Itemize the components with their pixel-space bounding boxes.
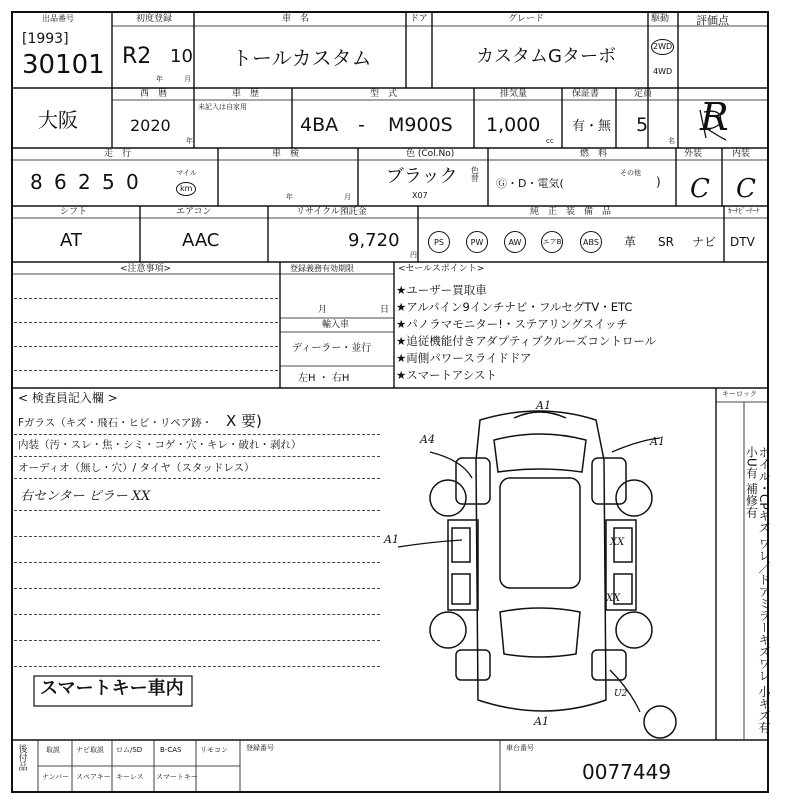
sales-label: <セールスポイント> bbox=[398, 264, 485, 274]
diagram-mark: A1 bbox=[650, 435, 665, 448]
model-label: 型 式 bbox=[370, 89, 398, 99]
year-code: [1993] bbox=[22, 31, 69, 47]
chassis-label: 車台番号 bbox=[506, 744, 534, 752]
sales-point: ★アルパイン9インチナビ・フルセグTV・ETC bbox=[396, 300, 633, 314]
footer-item: ロム/SD bbox=[116, 746, 143, 754]
rating-label: 評価点 bbox=[696, 14, 729, 27]
footer-item: B-CAS bbox=[160, 746, 182, 754]
sales-points bbox=[396, 282, 656, 384]
car-name: トールカスタム bbox=[232, 46, 372, 70]
capacity-unit: 名 bbox=[668, 137, 675, 145]
equip-leather: 革 bbox=[624, 235, 637, 249]
audio-line: オーディオ（無し・穴）/ タイヤ（スタッドレス） bbox=[18, 462, 255, 474]
shift-label: シフト bbox=[60, 207, 88, 217]
inspection-line bbox=[14, 666, 380, 667]
handwritten-note: 右センター ピラー XX bbox=[20, 489, 151, 504]
grade: カスタムGターボ bbox=[476, 46, 616, 67]
inspection-line bbox=[14, 640, 380, 641]
exterior-grade: C bbox=[690, 174, 710, 204]
attention-line bbox=[14, 370, 278, 371]
attention-line bbox=[14, 322, 278, 323]
shift: AT bbox=[60, 230, 82, 251]
first-reg-era: R2 bbox=[122, 44, 152, 69]
side-note: ホイル・CPキズ ワレ／ドアミラーキズワレ 小キズ有 小U有 補修有 bbox=[744, 446, 771, 734]
exhibit-no-label: 出品番号 bbox=[42, 14, 74, 23]
footer-item: スペアキー bbox=[76, 773, 111, 781]
attention-line bbox=[14, 298, 278, 299]
mileage-digits bbox=[30, 170, 142, 194]
inspection-line bbox=[14, 456, 380, 457]
equip-airbag: エアB bbox=[541, 231, 563, 253]
grade-label: グレード bbox=[508, 14, 545, 24]
diagram-mark: A4 bbox=[420, 433, 435, 446]
footer-item: キーレス bbox=[116, 773, 144, 781]
attention-label: <注意事項> bbox=[120, 264, 172, 274]
equip-pw: PW bbox=[466, 231, 488, 253]
equip-ps: PS bbox=[428, 231, 450, 253]
diagram-mark: XX bbox=[606, 593, 621, 604]
door-label: ドア bbox=[410, 14, 428, 24]
reg-no-label: 登録番号 bbox=[246, 744, 274, 752]
mileage-unit-mile: マイル bbox=[176, 169, 197, 177]
color-change-label: 色替 bbox=[470, 166, 480, 182]
inspection-year-unit: 年 bbox=[286, 193, 293, 201]
model-code: M900S bbox=[388, 114, 453, 136]
import-value: ディーラー・並行 bbox=[292, 343, 372, 354]
model-prefix: 4BA bbox=[300, 114, 339, 136]
displacement-unit: cc bbox=[546, 137, 554, 145]
recycle-fee: 9,720 bbox=[348, 230, 400, 251]
deadline-day: 日 bbox=[380, 305, 390, 315]
fuel-label: 燃 料 bbox=[580, 149, 608, 159]
car-diagram bbox=[430, 411, 676, 738]
interior-grade: C bbox=[736, 174, 756, 204]
inspection-line bbox=[14, 434, 380, 435]
diagram-mark: A1 bbox=[536, 399, 551, 412]
sales-point: ★ユーザー買取車 bbox=[396, 283, 487, 297]
first-reg-month-unit: 月 bbox=[184, 75, 191, 83]
inspection-label: 車 検 bbox=[272, 149, 300, 159]
mileage-digit: 5 bbox=[102, 170, 115, 194]
recycle-unit: 円 bbox=[410, 251, 417, 259]
mileage-digit: 6 bbox=[54, 170, 67, 194]
color-label: 色 (Col.No) bbox=[406, 149, 455, 159]
inspection-line bbox=[14, 478, 380, 479]
year-western: 2020 bbox=[130, 116, 171, 135]
first-reg-year-unit: 年 bbox=[156, 75, 163, 83]
displacement-label: 排気量 bbox=[500, 89, 528, 99]
fuel-close: ) bbox=[656, 175, 661, 189]
year-western-unit: 年 bbox=[186, 137, 193, 145]
chassis-number: 0077449 bbox=[582, 760, 672, 784]
first-reg-label: 初度登録 bbox=[136, 14, 173, 24]
interior-line: 内装（汚・スレ・焦・シミ・コゲ・穴・キレ・破れ・剥れ） bbox=[18, 439, 302, 451]
inspection-line bbox=[14, 614, 380, 615]
exterior-label: 外装 bbox=[684, 149, 703, 159]
mileage-digit: 2 bbox=[78, 170, 91, 194]
sales-point: ★スマートアシスト bbox=[396, 368, 497, 382]
displacement: 1,000 bbox=[486, 114, 541, 136]
keylock-label: キーロック bbox=[722, 390, 757, 398]
carnav: DTV bbox=[730, 235, 755, 249]
exhibit-number: 30101 bbox=[22, 50, 105, 80]
sales-point: ★両側パワースライドドア bbox=[396, 351, 532, 365]
mileage-unit-km: km bbox=[176, 182, 196, 196]
footer-item: リモコン bbox=[200, 746, 228, 754]
glass-mark: X 要) bbox=[226, 412, 262, 430]
equip-abs: ABS bbox=[580, 231, 602, 253]
car-name-label: 車 名 bbox=[282, 14, 310, 24]
color-name: ブラック bbox=[386, 166, 458, 187]
diagram-mark: A1 bbox=[534, 715, 549, 728]
fuel-options: Ⓖ・D・電気( bbox=[496, 177, 564, 190]
footer-item: ナンバー bbox=[42, 773, 70, 781]
mileage-digit: 8 bbox=[30, 170, 43, 194]
drive-2wd: 2WD bbox=[651, 39, 674, 55]
capacity: 5 bbox=[636, 114, 649, 136]
region: 大阪 bbox=[38, 108, 78, 132]
diagram-mark: U2 bbox=[614, 689, 628, 699]
inspection-line bbox=[14, 536, 380, 537]
warranty-label: 保証書 bbox=[572, 89, 600, 99]
inspection-line bbox=[14, 588, 380, 589]
smart-key-stamp: スマートキー車内 bbox=[40, 678, 184, 699]
glass-line: Fガラス（キズ・飛石・ヒビ・リペア跡・ bbox=[18, 417, 213, 429]
footer-side-label: 後付品 bbox=[16, 744, 27, 771]
carnav-label: ｶｰﾅﾋﾞｰﾃｰﾅ bbox=[728, 207, 760, 215]
deadline-month: 月 bbox=[318, 305, 328, 315]
inspection-line bbox=[14, 510, 380, 511]
deadline-label: 登録義務有効期限 bbox=[290, 264, 354, 273]
aircon-label: エアコン bbox=[176, 207, 212, 217]
sales-point: ★パノラマモニター!・ステアリングスイッチ bbox=[396, 317, 628, 331]
mileage-digit: 0 bbox=[126, 170, 139, 194]
diagram-mark: A1 bbox=[384, 533, 399, 546]
footer-item: スマートキー bbox=[156, 773, 198, 781]
footer-item: 取説 bbox=[46, 746, 60, 754]
inspection-line bbox=[14, 562, 380, 563]
drive-4wd: 4WD bbox=[653, 67, 673, 76]
first-reg-month: 10 bbox=[170, 46, 193, 67]
handle-value: 左H ・ 右H bbox=[298, 373, 350, 384]
import-label: 輸入車 bbox=[322, 320, 350, 330]
footer-item: ナビ取説 bbox=[76, 746, 104, 754]
diagram-mark: XX bbox=[610, 537, 625, 548]
rating: R bbox=[700, 95, 729, 139]
history-label: 車 歴 bbox=[232, 89, 260, 99]
sales-point: ★追従機能付きアダプティブクルーズコントロール bbox=[396, 334, 657, 348]
inspection-month-unit: 月 bbox=[344, 193, 351, 201]
fuel-other-label: その他 bbox=[620, 169, 641, 177]
era-label: 西 暦 bbox=[140, 89, 168, 99]
attention-line bbox=[14, 346, 278, 347]
interior-label: 内装 bbox=[732, 149, 751, 159]
equip-aw: AW bbox=[504, 231, 526, 253]
aircon: AAC bbox=[182, 230, 220, 251]
color-code: X07 bbox=[412, 191, 428, 200]
equipment-label: 純 正 装 備 品 bbox=[530, 207, 612, 217]
capacity-label: 定員 bbox=[634, 89, 653, 99]
model-dash: - bbox=[358, 114, 365, 136]
warranty: 有・無 bbox=[572, 119, 612, 134]
recycle-label: リサイクル預託金 bbox=[296, 207, 367, 217]
equip-navi: ナビ bbox=[692, 235, 717, 249]
drive-label: 駆動 bbox=[651, 14, 670, 24]
inspection-title: < 検査員記入欄 > bbox=[18, 391, 118, 405]
equip-sunroof: SR bbox=[658, 235, 674, 249]
mileage-label: 走 行 bbox=[104, 149, 132, 159]
history-note: 未記入は自家用 bbox=[198, 103, 247, 111]
